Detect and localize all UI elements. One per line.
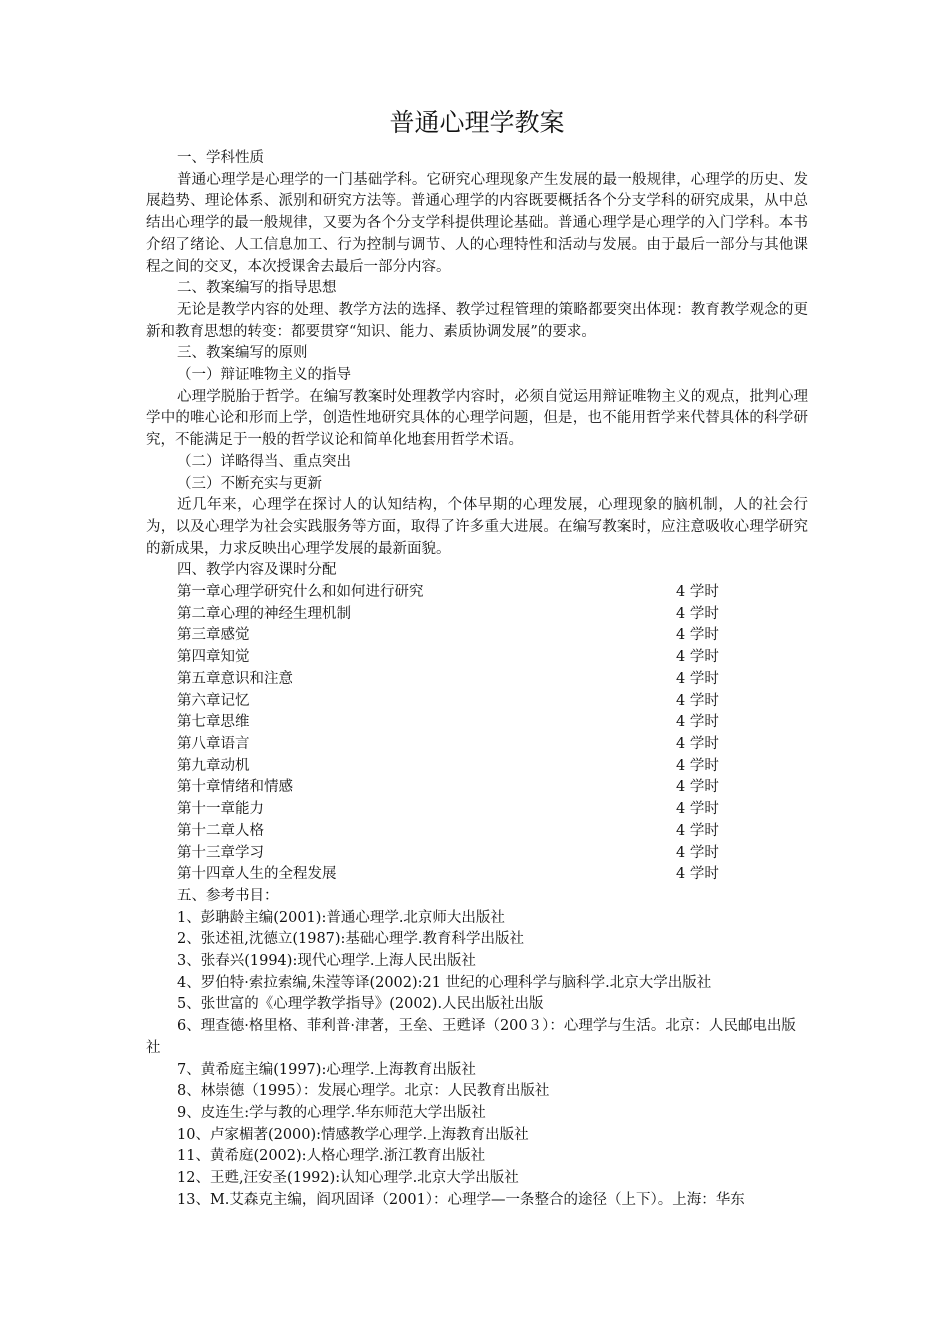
schedule-row [146,843,808,865]
chapter-title: 第十四章人生的全程发展 [177,866,337,883]
chapter-hours: 4 学时 [676,584,719,601]
schedule-row [146,691,808,713]
reference-item: 7、黄希庭主编(1997):心理学.上海教育出版社 [177,1061,476,1078]
chapter-hours: 4 学时 [676,627,719,644]
chapter-hours: 4 学时 [676,605,719,622]
reference-item: 6、理查德·格里格、菲利普·津著，王垒、王甦译（200３）：心理学与生活。北京：人民邮电出版社 [146,1018,796,1056]
chapter-hours: 4 学时 [676,801,719,818]
chapter-hours: 4 学时 [676,866,719,883]
schedule-row [146,821,808,843]
chapter-hours: 4 学时 [676,757,719,774]
reference-item: 13、M.艾森克主编，阎巩固译（2001）：心理学—一条整合的途径（上下）。上海：华东 [177,1191,745,1208]
schedule-row [146,669,808,691]
reference-item: 8、林崇德（1995）：发展心理学。北京：人民教育出版社 [177,1083,550,1100]
chapter-schedule [146,582,808,886]
subsection-heading-3-3: （三）不断充实与更新 [177,475,322,492]
section-2-paragraph: 无论是教学内容的处理、教学方法的选择、教学过程管理的策略都要突出体现：教育教学观念的更新和教育思想的转变：都要贯穿“知识、能力、素质协调发展”的要求。 [146,301,808,340]
schedule-row [146,582,808,604]
reference-item: 10、卢家楣著(2000):情感教学心理学.上海教育出版社 [177,1126,529,1143]
section-heading-1: 一、学科性质 [177,150,264,166]
reference-item: 2、张述祖,沈德立(1987):基础心理学.教育科学出版社 [177,931,525,948]
subsection-heading-3-1: （一）辩证唯物主义的指导 [177,367,351,384]
chapter-title: 第九章动机 [177,757,250,774]
chapter-hours: 4 学时 [676,822,719,839]
document-title: 普通心理学教案 [389,108,565,137]
section-3-paragraph-1: 心理学脱胎于哲学。在编写教案时处理教学内容时，必须自觉运用辩证唯物主义的观点，批判心理学中的唯心论和形而上学，创造性地研究具体的心理学问题，但是，也不能用哲学来代替具体的科学研究，不能满足于一般的哲学议论和简单化地套用哲学术语。 [146,388,808,449]
chapter-hours: 4 学时 [676,844,719,861]
chapter-title: 第四章知觉 [177,649,250,666]
schedule-row [146,734,808,756]
schedule-row [146,604,808,626]
chapter-title: 第八章语言 [177,735,250,752]
schedule-row [146,625,808,647]
chapter-hours: 4 学时 [676,649,719,666]
section-3-paragraph-2: 近几年来，心理学在探讨人的认知结构，个体早期的心理发展，心理现象的脑机制，人的社会行为，以及心理学为社会实践服务等方面，取得了许多重大进展。在编写教案时，应注意吸收心理学研究的新成果，力求反映出心理学发展的最新面貌。 [146,497,808,557]
reference-item: 4、罗伯特·索拉索编,朱滢等译(2002):21 世纪的心理科学与脑科学.北京大学出版社 [177,974,712,991]
chapter-title: 第三章感觉 [177,627,250,644]
chapter-title: 第十三章学习 [177,844,264,861]
reference-item: 5、张世富的《心理学教学指导》(2002).人民出版社出版 [177,996,544,1013]
chapter-title: 第十章情绪和情感 [177,779,293,796]
chapter-title: 第十一章能力 [177,801,264,818]
chapter-title: 第十二章人格 [177,822,264,839]
chapter-title: 第七章思维 [177,714,250,731]
chapter-title: 第一章心理学研究什么和如何进行研究 [177,584,424,601]
chapter-hours: 4 学时 [676,670,719,687]
chapter-hours: 4 学时 [676,735,719,752]
section-heading-4: 四、教学内容及课时分配 [177,562,337,579]
section-heading-3: 三、教案编写的原则 [177,345,308,362]
chapter-title: 第六章记忆 [177,692,250,709]
reference-item: 11、黄希庭(2002):人格心理学.浙江教育出版社 [177,1148,486,1165]
schedule-row [146,712,808,734]
section-1-paragraph: 普通心理学是心理学的一门基础学科。它研究心理现象产生发展的最一般规律，心理学的历史、发展趋势、理论体系、派别和研究方法等。普通心理学的内容既要概括各个分支学科的研究成果，从中总结出心理学的最一般规律，又要为各个分支学科提供理论基础。普通心理学是心理学的入门学科。本书介绍了绪论、人工信息加工、行为控制与调节、人的心理特性和活动与发展。由于最后一部分与其他课程之间的交叉，本次授课舍去最后一部分内容。 [146,171,808,275]
chapter-hours: 4 学时 [676,692,719,709]
chapter-title: 第二章心理的神经生理机制 [177,605,351,622]
schedule-row [146,777,808,799]
reference-item: 12、王甦,汪安圣(1992):认知心理学.北京大学出版社 [177,1170,519,1187]
chapter-hours: 4 学时 [676,714,719,731]
schedule-row [146,647,808,669]
schedule-row [146,864,808,886]
reference-item: 3、张春兴(1994):现代心理学.上海人民出版社 [177,953,476,970]
chapter-hours: 4 学时 [676,779,719,796]
reference-list [146,908,808,1212]
schedule-row [146,756,808,778]
chapter-title: 第五章意识和注意 [177,670,293,687]
section-heading-2: 二、教案编写的指导思想 [177,280,337,297]
schedule-row [146,799,808,821]
reference-item: 9、皮连生:学与教的心理学.华东师范大学出版社 [177,1104,486,1121]
reference-item: 1、彭聃龄主编(2001):普通心理学.北京师大出版社 [177,909,505,926]
section-heading-5: 五、参考书目： [177,887,279,904]
subsection-heading-3-2: （二）详略得当、重点突出 [177,453,351,470]
